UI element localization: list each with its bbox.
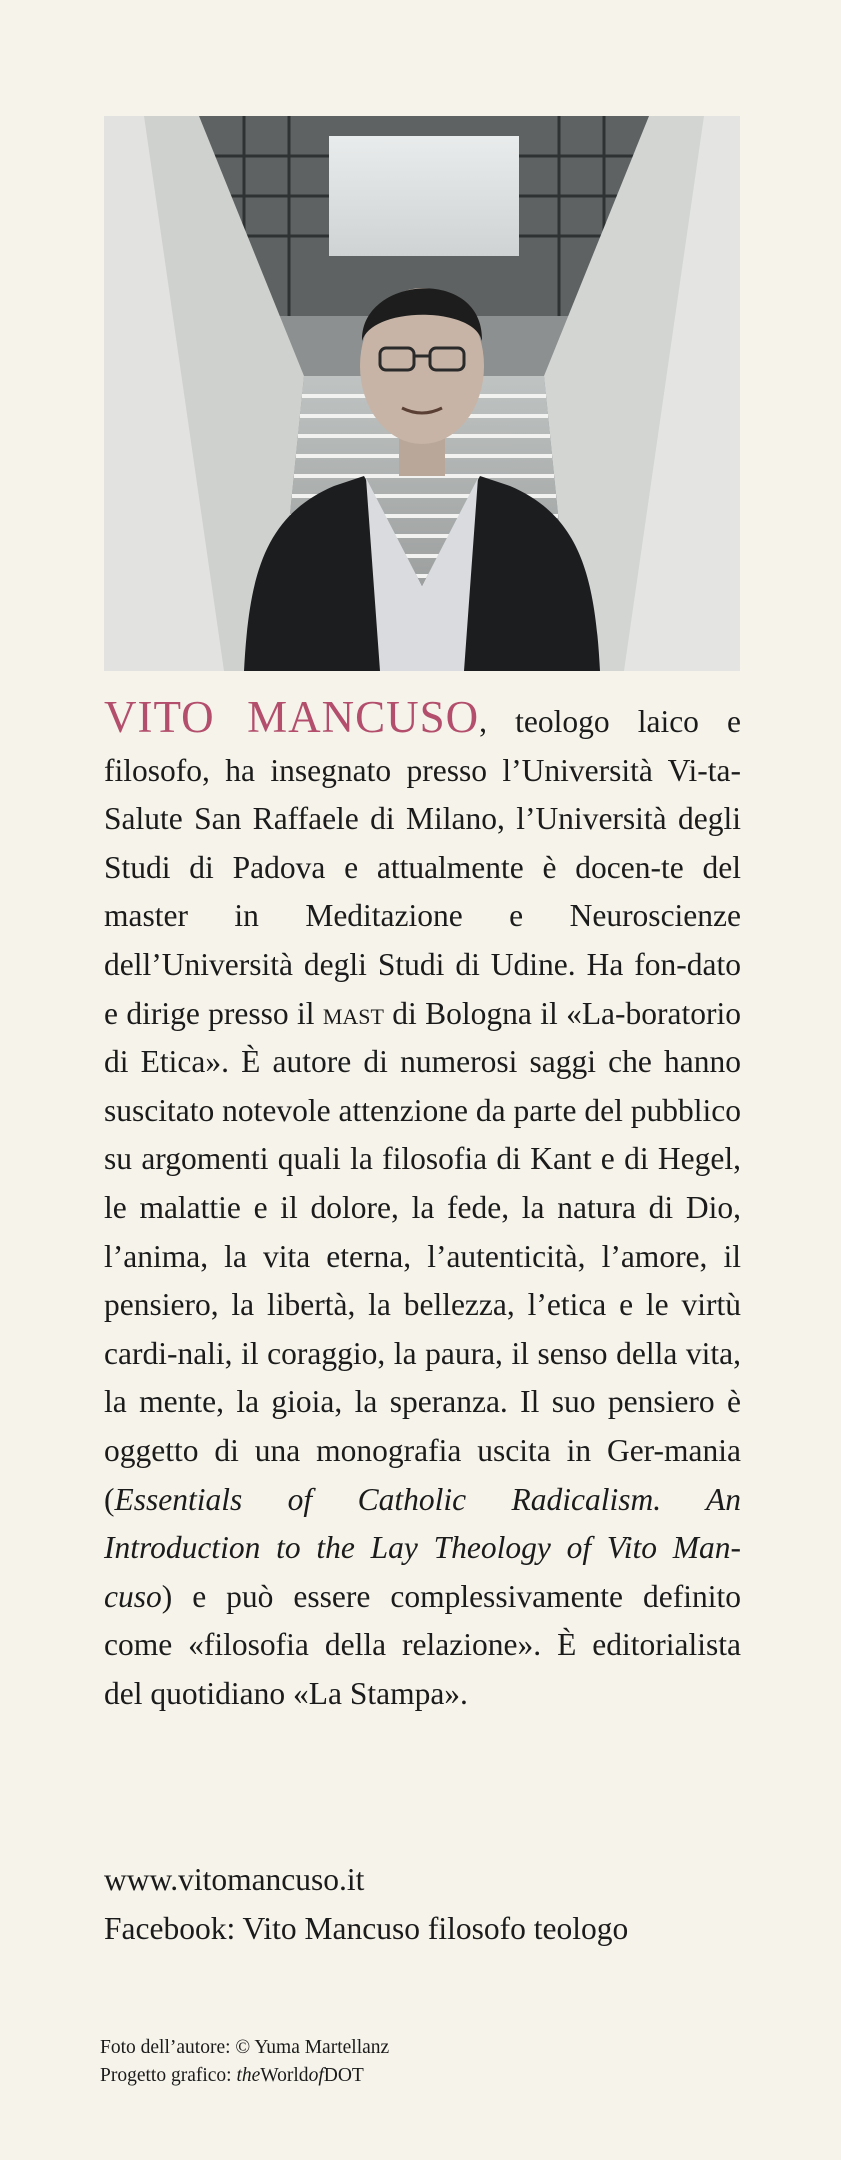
design-credit-dot: DOT [323,2065,364,2086]
facebook-link[interactable]: Facebook: Vito Mancuso filosofo teologo [104,1911,629,1946]
monograph-title: Essentials of Catholic Radicalism. An Introduction to the Lay Theology of Vito Man-cuso [104,1481,741,1614]
design-credit [100,2062,740,2090]
bio-text-part3: ) e può essere complessivamente definito come «filosofia della relazione». È editorialista del quotidiano «La Stampa». [104,1578,741,1711]
bio-text-part2: di Bologna il «La-boratorio di Etica». È autore di numerosi saggi che hanno suscitato notevole attenzione da parte del pubblico su argomenti quali la filosofia di Kant e di Hegel, le malattie e il dolore, la fede, la natura di Dio, l’anima, la vita eterna, l’autenticità, l’amore, il pensiero, la libertà, la bellezza, l’etica e le virtù cardi-nali, il coraggio, la paura, il senso della vita, la mente, la gioia, la speranza. Il suo pensiero è oggetto di una monografia uscita in Ger-mania ( [104,995,741,1517]
credits [100,2034,740,2090]
design-credit-world: World [260,2065,309,2086]
design-credit-label: Progetto grafico: [100,2065,237,2086]
mast-acronym: mast [322,995,384,1031]
author-bio [104,693,741,1718]
design-credit-the: the [236,2065,261,2086]
design-credit-of: of [308,2065,324,2086]
author-name: VITO MANCUSO [104,692,480,742]
bio-text-part1: , teologo laico e filosofo, ha insegnato presso l’Università Vi-ta-Salute San Raffaele di Milano, l’Università degli Studi di Padova e attualmente è docen-te del master in Meditazione e Neuroscienze dell’Università degli Studi di Udine. Ha fon-dato e dirige presso il [104,704,741,1031]
photo-credit: Foto dell’autore: © Yuma Martellanz [100,2037,390,2058]
author-photo [104,116,740,671]
author-photo-illustration [104,116,740,671]
website-link[interactable]: www.vitomancuso.it [104,1862,365,1897]
author-links [104,1855,741,1953]
